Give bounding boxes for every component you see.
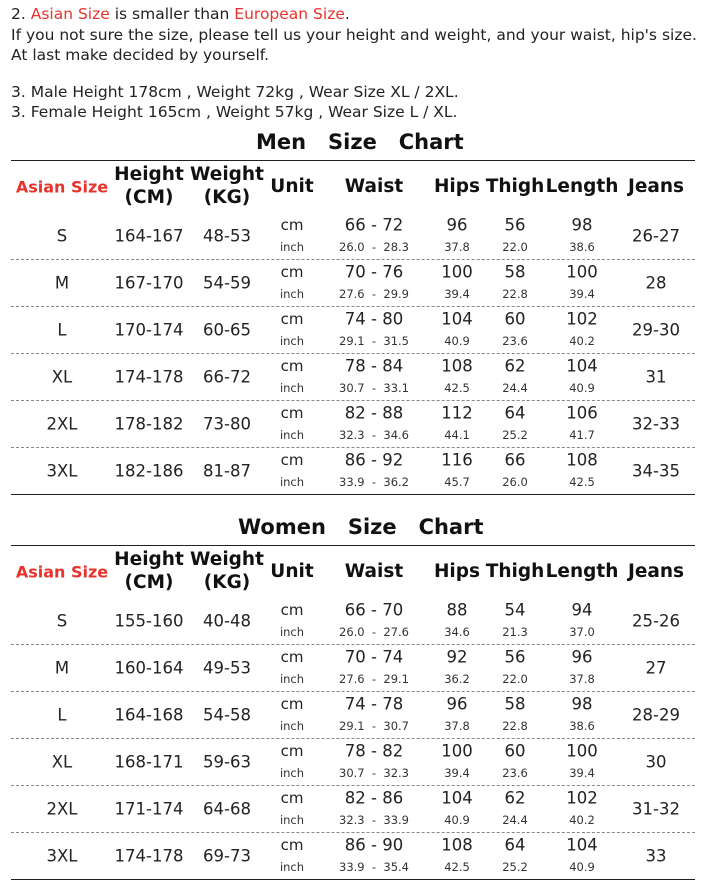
row-divider — [11, 400, 695, 401]
waist-cm: 70 - 74 — [344, 647, 404, 666]
length-cm: 100 — [566, 741, 598, 760]
unit-inch-label: inch — [279, 624, 305, 639]
waist-cm: 78 - 84 — [344, 356, 404, 375]
hips-cm: 108 — [441, 835, 473, 854]
row-divider — [11, 259, 695, 260]
thigh-cm: 58 — [504, 694, 526, 713]
hips-cm: 96 — [446, 694, 468, 713]
unit-inch-label: inch — [279, 333, 305, 348]
hips-inch: 42.5 — [444, 859, 470, 874]
unit-inch-label: inch — [279, 765, 305, 780]
row-divider — [11, 691, 695, 692]
waist-cm: 86 - 90 — [344, 835, 404, 854]
unit-inch-label: inch — [279, 427, 305, 442]
unit-cm-label: cm — [280, 741, 304, 760]
thigh-cm: 60 — [504, 741, 526, 760]
jeans-cell: 33 — [645, 846, 667, 865]
length-cm: 102 — [566, 309, 598, 328]
hips-cm: 96 — [446, 215, 468, 234]
note-text: 3. Male Height 178cm , Weight 72kg , Wear Size XL / 2XL. — [11, 83, 459, 101]
thigh-inch: 23.6 — [502, 333, 528, 348]
waist-inch: 33.9 - 36.2 — [339, 474, 409, 489]
thigh-cm: 62 — [504, 356, 526, 375]
note-text: . — [344, 5, 350, 23]
height-cell: 182-186 — [114, 461, 184, 480]
unit-cm-label: cm — [280, 600, 304, 619]
length-inch: 40.2 — [569, 812, 595, 827]
height-cell: 174-178 — [114, 846, 184, 865]
col-header-thigh: Thigh — [485, 176, 545, 197]
length-inch: 42.5 — [569, 474, 595, 489]
thigh-inch: 22.8 — [502, 718, 528, 733]
note-text: 3. Female Height 165cm , Weight 57kg , Wear Size L / XL. — [11, 103, 458, 121]
col-header-jeans: Jeans — [627, 561, 685, 582]
thigh-cm: 64 — [504, 835, 526, 854]
size-cell: M — [54, 658, 70, 677]
note-text: 2. — [11, 5, 31, 23]
thigh-inch: 22.0 — [502, 671, 528, 686]
hips-cm: 92 — [446, 647, 468, 666]
jeans-cell: 25-26 — [632, 611, 680, 630]
waist-inch: 26.0 - 27.6 — [339, 624, 409, 639]
length-cm: 108 — [566, 450, 598, 469]
thigh-cm: 56 — [504, 215, 526, 234]
hips-inch: 36.2 — [444, 671, 470, 686]
hips-inch: 44.1 — [444, 427, 470, 442]
height-cell: 164-167 — [114, 226, 184, 245]
size-cell: M — [54, 273, 70, 292]
thigh-inch: 22.0 — [502, 239, 528, 254]
jeans-cell: 34-35 — [632, 461, 680, 480]
unit-cm-label: cm — [280, 309, 304, 328]
waist-cm: 78 - 82 — [344, 741, 404, 760]
waist-cm: 86 - 92 — [344, 450, 404, 469]
size-cell: S — [56, 226, 68, 245]
table-bottom-rule — [11, 879, 695, 880]
unit-cm-label: cm — [280, 694, 304, 713]
hips-inch: 40.9 — [444, 812, 470, 827]
row-divider — [11, 353, 695, 354]
height-cell: 174-178 — [114, 367, 184, 386]
length-inch: 39.4 — [569, 286, 595, 301]
waist-inch: 30.7 - 33.1 — [339, 380, 409, 395]
col-header-height-1: Height — [114, 549, 184, 570]
hips-cm: 100 — [441, 741, 473, 760]
waist-cm: 82 - 86 — [344, 788, 404, 807]
note-line — [11, 25, 697, 45]
col-header-hips: Hips — [433, 176, 481, 197]
hips-cm: 104 — [441, 788, 473, 807]
weight-cell: 54-58 — [203, 705, 251, 724]
note-text: is smaller than — [109, 5, 235, 23]
unit-inch-label: inch — [279, 718, 305, 733]
height-cell: 155-160 — [114, 611, 184, 630]
note-text: At last make decided by yourself. — [11, 46, 270, 64]
length-cm: 102 — [566, 788, 598, 807]
col-header-jeans: Jeans — [627, 176, 685, 197]
header-top-rule — [11, 160, 486, 161]
highlight-text: Asian Size — [30, 5, 110, 23]
note-line — [11, 102, 457, 122]
waist-cm: 70 - 76 — [344, 262, 404, 281]
waist-cm: 82 - 88 — [344, 403, 404, 422]
unit-cm-label: cm — [280, 215, 304, 234]
hips-inch: 45.7 — [444, 474, 470, 489]
unit-cm-label: cm — [280, 403, 304, 422]
unit-inch-label: inch — [279, 671, 305, 686]
length-inch: 40.9 — [569, 859, 595, 874]
length-inch: 37.8 — [569, 671, 595, 686]
col-header-weight-2: (KG) — [203, 187, 251, 208]
row-divider — [11, 738, 695, 739]
size-cell: 2XL — [46, 414, 78, 433]
thigh-cm: 66 — [504, 450, 526, 469]
highlight-text: European Size — [234, 5, 345, 23]
col-header-height-2: (CM) — [124, 572, 174, 593]
weight-cell: 64-68 — [203, 799, 251, 818]
unit-cm-label: cm — [280, 835, 304, 854]
weight-cell: 73-80 — [203, 414, 251, 433]
hips-cm: 88 — [446, 600, 468, 619]
waist-inch: 26.0 - 28.3 — [339, 239, 409, 254]
chart-title: Women Size Chart — [238, 515, 484, 539]
size-cell: XL — [51, 752, 73, 771]
height-cell: 168-171 — [114, 752, 184, 771]
length-cm: 98 — [571, 215, 593, 234]
hips-cm: 116 — [441, 450, 473, 469]
thigh-cm: 64 — [504, 403, 526, 422]
waist-inch: 33.9 - 35.4 — [339, 859, 409, 874]
hips-cm: 108 — [441, 356, 473, 375]
length-cm: 98 — [571, 694, 593, 713]
length-inch: 39.4 — [569, 765, 595, 780]
waist-inch: 30.7 - 32.3 — [339, 765, 409, 780]
jeans-cell: 26-27 — [632, 226, 680, 245]
length-inch: 37.0 — [569, 624, 595, 639]
length-inch: 40.9 — [569, 380, 595, 395]
thigh-cm: 62 — [504, 788, 526, 807]
col-header-hips: Hips — [433, 561, 481, 582]
length-cm: 96 — [571, 647, 593, 666]
col-header-unit: Unit — [270, 176, 314, 197]
note-text: If you not sure the size, please tell us your height and weight, and your waist, hip's size. — [11, 26, 697, 44]
unit-inch-label: inch — [279, 380, 305, 395]
col-header-weight-1: Weight — [190, 549, 264, 570]
waist-inch: 32.3 - 34.6 — [339, 427, 409, 442]
length-inch: 38.6 — [569, 239, 595, 254]
thigh-inch: 24.4 — [502, 812, 528, 827]
col-header-length: Length — [545, 176, 619, 197]
unit-inch-label: inch — [279, 474, 305, 489]
unit-cm-label: cm — [280, 356, 304, 375]
note-line — [11, 82, 459, 102]
row-divider — [11, 447, 695, 448]
waist-cm: 74 - 80 — [344, 309, 404, 328]
col-header-weight-1: Weight — [190, 164, 264, 185]
size-cell: XL — [51, 367, 73, 386]
size-cell: 3XL — [46, 461, 78, 480]
waist-inch: 27.6 - 29.1 — [339, 671, 409, 686]
thigh-cm: 60 — [504, 309, 526, 328]
col-header-waist: Waist — [344, 176, 404, 197]
weight-cell: 69-73 — [203, 846, 251, 865]
jeans-cell: 31 — [645, 367, 667, 386]
note-line — [11, 45, 269, 65]
thigh-inch: 25.2 — [502, 859, 528, 874]
waist-inch: 29.1 - 30.7 — [339, 718, 409, 733]
size-cell: L — [57, 320, 67, 339]
col-header-height-1: Height — [114, 164, 184, 185]
weight-cell: 81-87 — [203, 461, 251, 480]
thigh-cm: 58 — [504, 262, 526, 281]
length-cm: 100 — [566, 262, 598, 281]
col-header-height-2: (CM) — [124, 187, 174, 208]
height-cell: 170-174 — [114, 320, 184, 339]
col-header-length: Length — [545, 561, 619, 582]
unit-inch-label: inch — [279, 286, 305, 301]
col-header-waist: Waist — [344, 561, 404, 582]
col-header-weight-2: (KG) — [203, 572, 251, 593]
height-cell: 160-164 — [114, 658, 184, 677]
length-inch: 40.2 — [569, 333, 595, 348]
hips-inch: 37.8 — [444, 239, 470, 254]
weight-cell: 49-53 — [203, 658, 251, 677]
thigh-cm: 56 — [504, 647, 526, 666]
hips-inch: 39.4 — [444, 765, 470, 780]
thigh-inch: 26.0 — [502, 474, 528, 489]
weight-cell: 60-65 — [203, 320, 251, 339]
thigh-inch: 22.8 — [502, 286, 528, 301]
length-cm: 106 — [566, 403, 598, 422]
height-cell: 164-168 — [114, 705, 184, 724]
col-header-thigh: Thigh — [485, 561, 545, 582]
unit-cm-label: cm — [280, 788, 304, 807]
row-divider — [11, 306, 695, 307]
size-cell: L — [57, 705, 67, 724]
hips-inch: 39.4 — [444, 286, 470, 301]
jeans-cell: 32-33 — [632, 414, 680, 433]
length-cm: 104 — [566, 835, 598, 854]
waist-inch: 27.6 - 29.9 — [339, 286, 409, 301]
row-divider — [11, 644, 695, 645]
thigh-inch: 25.2 — [502, 427, 528, 442]
chart-title: Men Size Chart — [256, 130, 464, 154]
unit-cm-label: cm — [280, 262, 304, 281]
hips-inch: 34.6 — [444, 624, 470, 639]
waist-cm: 74 - 78 — [344, 694, 404, 713]
title-rule — [486, 160, 695, 161]
unit-inch-label: inch — [279, 812, 305, 827]
size-cell: 2XL — [46, 799, 78, 818]
hips-cm: 100 — [441, 262, 473, 281]
size-cell: 3XL — [46, 846, 78, 865]
unit-inch-label: inch — [279, 239, 305, 254]
jeans-cell: 30 — [645, 752, 667, 771]
waist-cm: 66 - 72 — [344, 215, 404, 234]
row-divider — [11, 785, 695, 786]
waist-inch: 32.3 - 33.9 — [339, 812, 409, 827]
header-top-rule — [11, 545, 486, 546]
col-header-unit: Unit — [270, 561, 314, 582]
length-cm: 104 — [566, 356, 598, 375]
unit-cm-label: cm — [280, 647, 304, 666]
thigh-cm: 54 — [504, 600, 526, 619]
jeans-cell: 31-32 — [632, 799, 680, 818]
thigh-inch: 23.6 — [502, 765, 528, 780]
col-header-asian-size: Asian Size — [15, 562, 109, 582]
unit-cm-label: cm — [280, 450, 304, 469]
hips-inch: 37.8 — [444, 718, 470, 733]
unit-inch-label: inch — [279, 859, 305, 874]
weight-cell: 48-53 — [203, 226, 251, 245]
waist-cm: 66 - 70 — [344, 600, 404, 619]
jeans-cell: 29-30 — [632, 320, 680, 339]
row-divider — [11, 832, 695, 833]
hips-cm: 104 — [441, 309, 473, 328]
title-rule — [486, 545, 695, 546]
height-cell: 171-174 — [114, 799, 184, 818]
weight-cell: 66-72 — [203, 367, 251, 386]
col-header-asian-size: Asian Size — [15, 177, 109, 197]
hips-inch: 42.5 — [444, 380, 470, 395]
weight-cell: 59-63 — [203, 752, 251, 771]
waist-inch: 29.1 - 31.5 — [339, 333, 409, 348]
weight-cell: 54-59 — [203, 273, 251, 292]
jeans-cell: 27 — [645, 658, 667, 677]
length-inch: 41.7 — [569, 427, 595, 442]
hips-cm: 112 — [441, 403, 473, 422]
thigh-inch: 24.4 — [502, 380, 528, 395]
table-bottom-rule — [11, 494, 695, 495]
note-line — [11, 4, 350, 24]
height-cell: 178-182 — [114, 414, 184, 433]
jeans-cell: 28 — [645, 273, 667, 292]
thigh-inch: 21.3 — [502, 624, 528, 639]
size-cell: S — [56, 611, 68, 630]
weight-cell: 40-48 — [203, 611, 251, 630]
length-cm: 94 — [571, 600, 593, 619]
height-cell: 167-170 — [114, 273, 184, 292]
jeans-cell: 28-29 — [632, 705, 680, 724]
hips-inch: 40.9 — [444, 333, 470, 348]
length-inch: 38.6 — [569, 718, 595, 733]
